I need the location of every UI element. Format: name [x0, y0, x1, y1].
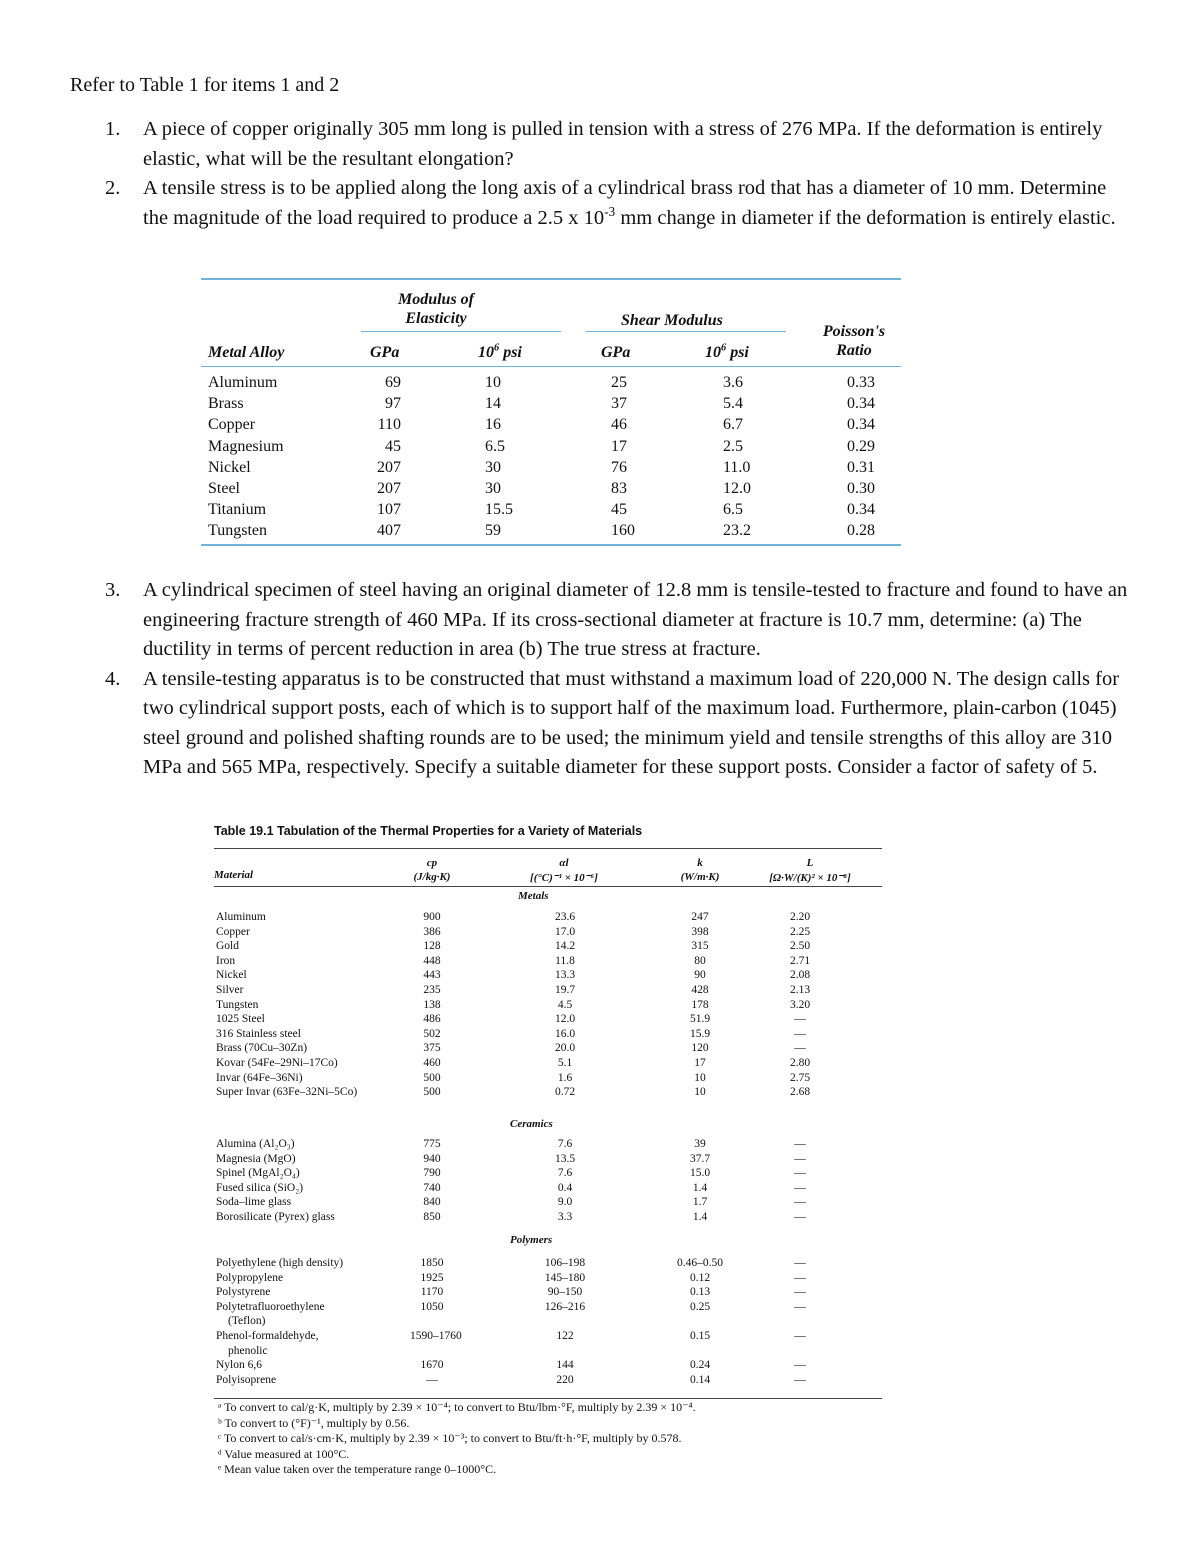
col-L-unit: [Ω·W/(K)² × 10⁻⁸] [769, 872, 851, 884]
material-cell: 1025 Steel [216, 1013, 265, 1026]
value-cell: 59 [485, 522, 501, 540]
footnote: ᵃ To convert to cal/g·K, multiply by 2.39 × 10⁻⁴; to convert to Btu/lbm·°F, multiply by 2.39 × 10⁻⁴. [218, 1400, 696, 1414]
value-cell: 1.4 [692, 1181, 708, 1194]
table-1-mechanical-properties [201, 278, 901, 546]
value-cell: 0.4 [557, 1181, 573, 1194]
table-row [214, 1152, 882, 1167]
value-cell: 7.6 [557, 1138, 573, 1150]
alloy-cell: Copper [208, 416, 256, 434]
header-poisson-ratio: Poisson's Ratio [822, 323, 886, 359]
value-cell: 486 [423, 1013, 441, 1026]
material-cell: phenolic [228, 1344, 268, 1357]
table-row [214, 1358, 882, 1373]
value-cell: 2.20 [789, 911, 811, 923]
value-cell: 1170 [420, 1286, 444, 1299]
value-cell: 25 [611, 374, 627, 391]
value-cell: 13.5 [554, 1152, 576, 1165]
g-gpa-column [611, 372, 661, 542]
value-cell: 144 [556, 1359, 574, 1372]
value-cell: 15.5 [485, 501, 513, 519]
material-cell: Polytetrafluoroethylene [216, 1300, 325, 1313]
value-cell: — [794, 1181, 806, 1194]
table-row [214, 954, 882, 969]
value-cell: 220 [556, 1373, 574, 1386]
value-cell: — [794, 1013, 806, 1026]
problem-number: 4. [105, 667, 121, 690]
value-cell: 2.25 [789, 925, 811, 938]
value-cell: 0.30 [847, 480, 875, 498]
problem-4 [105, 665, 1135, 783]
alloy-cell: Brass [208, 395, 244, 413]
value-cell: 0.28 [847, 522, 875, 540]
problem-1 [105, 115, 1135, 174]
value-cell: 37 [611, 395, 627, 413]
material-cell: Polyethylene (high density) [216, 1257, 344, 1269]
table-row [214, 939, 882, 954]
value-cell: 207 [377, 480, 401, 498]
problem-text: A piece of copper originally 305 mm long is pulled in tension with a stress of 276 MPa. If the deformation is entirely elastic, what will be the resultant elongation? [143, 118, 1103, 170]
value-cell: 315 [691, 940, 709, 953]
header-psi: $10^6$ psi [478, 342, 522, 361]
value-cell: 160 [611, 522, 635, 540]
value-cell: 448 [423, 954, 441, 967]
value-cell: 128 [423, 940, 441, 953]
table-row [214, 925, 882, 940]
material-cell: Aluminum [216, 911, 266, 923]
value-cell: 138 [423, 998, 441, 1011]
value-cell: 106–198 [544, 1257, 586, 1269]
value-cell: — [794, 1027, 806, 1040]
table-bottom-rule [214, 1398, 882, 1399]
material-cell: Spinel (MgAl₂O₄) [216, 1167, 300, 1180]
value-cell: 83 [611, 480, 627, 498]
material-cell: Tungsten [216, 998, 259, 1011]
table-footnotes [218, 1400, 696, 1478]
value-cell: 30 [485, 458, 501, 476]
table-row [214, 1344, 882, 1359]
col-alpha-unit: [(°C)⁻¹ × 10⁻⁶] [530, 872, 598, 884]
value-cell: — [794, 1152, 806, 1165]
value-cell: 850 [423, 1210, 441, 1223]
metals-rows [214, 910, 882, 1100]
material-cell: Fused silica (SiO₂) [216, 1181, 304, 1194]
table-row [214, 1300, 882, 1315]
value-cell: 16.0 [554, 1027, 576, 1040]
value-cell: — [794, 1271, 806, 1284]
value-cell: 6.7 [723, 416, 743, 434]
value-cell: 2.08 [789, 969, 811, 982]
value-cell: 90–150 [547, 1286, 583, 1299]
alloy-cell: Nickel [208, 458, 251, 476]
value-cell: 5.4 [723, 395, 743, 413]
value-cell: — [794, 1042, 806, 1055]
col-L-symbol: L [806, 857, 814, 869]
header-underline [361, 331, 561, 332]
alloy-cell: Aluminum [208, 374, 278, 391]
table-row [214, 998, 882, 1013]
value-cell: 840 [423, 1196, 441, 1209]
exponent: -3 [604, 203, 616, 219]
value-cell: 23.6 [554, 911, 576, 923]
value-cell: 235 [423, 983, 441, 996]
value-cell: 110 [377, 416, 401, 434]
value-cell: 30 [485, 480, 501, 498]
header-metal-alloy: Metal Alloy [208, 344, 285, 361]
problem-list-b [105, 576, 1135, 783]
table-row [214, 1012, 882, 1027]
material-cell: Super Invar (63Fe–32Ni–5Co) [216, 1086, 358, 1099]
header-rule [201, 366, 901, 367]
value-cell: 15.9 [689, 1027, 711, 1040]
header-modulus-elasticity: Modulus of Elasticity [397, 291, 475, 327]
value-cell: 14.2 [554, 940, 576, 953]
value-cell: 97 [385, 395, 401, 413]
table-row [214, 1210, 882, 1225]
problem-text-before: A tensile stress is to be applied along the long axis of a cylindrical brass rod that has a diameter of 10 mm. Determine the magnitude of the load required to produce a 2.5 x 10 [143, 177, 1107, 229]
section-polymers: Polymers [510, 1234, 553, 1246]
value-cell: — [426, 1373, 438, 1386]
problem-3 [105, 576, 1135, 665]
value-cell: 9.0 [557, 1196, 573, 1209]
value-cell: 10 [694, 1086, 706, 1099]
value-cell: 0.29 [847, 437, 875, 455]
value-cell: 20.0 [554, 1042, 576, 1055]
value-cell: 1.6 [557, 1071, 573, 1084]
value-cell: 0.13 [689, 1286, 711, 1299]
section-metals: Metals [518, 890, 549, 902]
value-cell: — [794, 1373, 806, 1386]
value-cell: 0.12 [689, 1271, 711, 1284]
material-cell: Silver [216, 983, 244, 996]
value-cell: 2.71 [789, 954, 811, 967]
table-row [214, 968, 882, 983]
material-cell: Gold [216, 940, 239, 953]
table-row [214, 1373, 882, 1388]
title-rule [214, 848, 882, 849]
value-cell: 1.7 [692, 1196, 708, 1209]
value-cell: 407 [377, 522, 401, 540]
value-cell: 1670 [420, 1359, 444, 1372]
header-gpa: GPa [370, 344, 400, 361]
header-gpa: GPa [601, 344, 631, 361]
value-cell: 2.75 [789, 1071, 811, 1084]
ceramics-rows [214, 1137, 882, 1225]
value-cell: 126–216 [544, 1300, 586, 1313]
value-cell: 0.25 [689, 1300, 711, 1313]
value-cell: 500 [423, 1071, 441, 1084]
value-cell: 2.80 [789, 1056, 811, 1069]
material-cell: Iron [216, 954, 236, 967]
material-cell: 316 Stainless steel [216, 1027, 301, 1040]
footnote: ᵈ Value measured at 100°C. [218, 1446, 350, 1461]
table-row [214, 1166, 882, 1181]
problem-list-a [105, 115, 1135, 233]
value-cell: 13.3 [554, 969, 576, 982]
value-cell: 10 [694, 1071, 706, 1084]
g-psi-column [723, 372, 773, 542]
value-cell: 51.9 [689, 1013, 711, 1026]
value-cell: — [794, 1196, 806, 1209]
value-cell: 460 [423, 1056, 441, 1069]
value-cell: 247 [691, 911, 709, 923]
value-cell: 12.0 [723, 480, 751, 498]
value-cell: 90 [694, 969, 706, 982]
section-ceramics: Ceramics [510, 1118, 553, 1130]
table-row [214, 983, 882, 998]
value-cell: 0.34 [847, 416, 875, 434]
table-row [214, 1056, 882, 1071]
value-cell: 23.2 [723, 522, 751, 540]
header-shear-modulus: Shear Modulus [621, 312, 723, 329]
value-cell: 39 [694, 1138, 706, 1150]
value-cell: — [794, 1359, 806, 1372]
table-row [214, 1314, 882, 1329]
value-cell: 10 [485, 374, 501, 391]
value-cell: 3.6 [723, 374, 743, 391]
value-cell: 178 [691, 998, 709, 1011]
footnote: ᵉ Mean value taken over the temperature range 0–1000°C. [218, 1462, 497, 1476]
value-cell: 900 [423, 911, 441, 923]
value-cell: 428 [691, 983, 709, 996]
value-cell: 0.33 [847, 374, 875, 391]
problem-number: 3. [105, 579, 121, 601]
value-cell: 0.34 [847, 501, 875, 519]
value-cell: 0.14 [689, 1373, 711, 1386]
value-cell: 17 [694, 1056, 706, 1069]
col-cp-symbol: cp [426, 857, 438, 869]
e-psi-column [485, 372, 535, 542]
e-gpa-column [351, 372, 401, 542]
problem-text: A cylindrical specimen of steel having an original diameter of 12.8 mm is tensile-tested to fracture and found to have an engineering fracture strength of 460 MPa. If its cross-sectional diameter at fracture is 10.7 mm, determine: (a) The ductility in terms of percent reduction in area (b) The true stress at fracture. [143, 579, 1128, 660]
alloy-cell: Magnesium [208, 437, 284, 455]
value-cell: 15.0 [689, 1167, 711, 1180]
value-cell: 502 [423, 1027, 441, 1040]
value-cell: 107 [377, 501, 401, 519]
value-cell: 120 [691, 1042, 709, 1055]
table-row [214, 910, 882, 925]
value-cell: 5.1 [557, 1056, 573, 1069]
material-cell: Polypropylene [216, 1271, 284, 1284]
problem-text-after: mm change in diameter if the deformation is entirely elastic. [615, 206, 1116, 229]
value-cell: 0.72 [554, 1086, 576, 1099]
value-cell: 1925 [420, 1271, 444, 1284]
header-underline [586, 331, 786, 332]
value-cell: 46 [611, 416, 627, 434]
value-cell: 375 [423, 1042, 441, 1055]
col-alpha-symbol: αl [559, 857, 569, 869]
alloy-cell: Titanium [208, 501, 267, 519]
value-cell: 6.5 [723, 501, 743, 519]
value-cell: — [794, 1167, 806, 1180]
alloy-column [208, 372, 284, 542]
value-cell: 17 [611, 437, 627, 455]
value-cell: 80 [694, 954, 706, 967]
value-cell: 3.3 [557, 1210, 573, 1223]
value-cell: 4.5 [557, 998, 573, 1011]
value-cell: 19.7 [554, 983, 576, 996]
material-cell: Alumina (Al₂O₃) [216, 1138, 295, 1150]
material-cell: Copper [216, 925, 250, 938]
value-cell: 17.0 [554, 925, 576, 938]
value-cell: — [794, 1138, 806, 1150]
problem-2 [105, 174, 1135, 233]
value-cell: — [794, 1329, 806, 1342]
value-cell: 0.46–0.50 [677, 1257, 723, 1269]
value-cell: 6.5 [485, 437, 505, 455]
value-cell: 207 [377, 458, 401, 476]
value-cell: 775 [423, 1138, 441, 1150]
table-row [214, 1285, 882, 1300]
value-cell: — [794, 1286, 806, 1299]
value-cell: 740 [423, 1181, 441, 1194]
problem-number: 1. [105, 118, 121, 140]
col-cp-unit: (J/kg·K) [413, 871, 451, 883]
value-cell: 1.4 [692, 1210, 708, 1223]
value-cell: 12.0 [554, 1013, 576, 1026]
table-row [214, 1329, 882, 1344]
value-cell: 2.50 [789, 940, 811, 953]
material-cell: Polyisoprene [216, 1373, 277, 1386]
value-cell: — [794, 1257, 806, 1269]
value-cell: 398 [691, 925, 709, 938]
value-cell: 0.31 [847, 458, 875, 476]
header-psi: $10^6$ psi [705, 342, 749, 361]
value-cell: 443 [423, 969, 441, 982]
value-cell: 76 [611, 458, 627, 476]
table-row [214, 1071, 882, 1086]
table-row [214, 1027, 882, 1042]
table-row [214, 1137, 882, 1152]
value-cell: 1850 [420, 1257, 444, 1269]
col-k-symbol: k [697, 857, 703, 869]
value-cell: 3.20 [789, 998, 811, 1011]
value-cell: 122 [556, 1329, 574, 1342]
value-cell: 2.68 [789, 1086, 811, 1099]
value-cell: 1050 [420, 1300, 444, 1313]
problem-number: 2. [105, 177, 121, 199]
material-cell: Phenol-formaldehyde, [216, 1329, 319, 1342]
material-cell: Brass (70Cu–30Zn) [216, 1042, 308, 1055]
material-cell: Kovar (54Fe–29Ni–17Co) [216, 1056, 338, 1069]
value-cell: 1590–1760 [410, 1329, 462, 1342]
footnote: ᵇ To convert to (°F)⁻¹, multiply by 0.56. [218, 1415, 410, 1430]
value-cell: 45 [385, 437, 401, 455]
value-cell: 37.7 [689, 1152, 711, 1165]
header-rule [214, 886, 882, 887]
value-cell: 2.13 [789, 983, 811, 996]
material-cell: Invar (64Fe–36Ni) [216, 1071, 303, 1084]
table-row [214, 1195, 882, 1210]
table-19-title: Table 19.1 Tabulation of the Thermal Properties for a Variety of Materials [214, 824, 643, 838]
value-cell: 14 [485, 395, 501, 413]
table-row [214, 1256, 882, 1271]
col-material: Material [214, 869, 254, 881]
value-cell: 790 [423, 1167, 441, 1180]
value-cell: 2.5 [723, 437, 743, 455]
value-cell: 16 [485, 416, 501, 434]
alloy-cell: Steel [208, 480, 240, 498]
material-cell: Polystyrene [216, 1286, 271, 1299]
footnote: ᶜ To convert to cal/s·cm·K, multiply by 2.39 × 10⁻³; to convert to Btu/ft·h·°F, multiply by 0.578. [218, 1431, 682, 1445]
polymers-rows [214, 1256, 882, 1387]
value-cell: 7.6 [557, 1167, 573, 1180]
poisson-column [847, 372, 897, 542]
col-k-unit: (W/m·K) [680, 871, 720, 883]
table-row [214, 1181, 882, 1196]
value-cell: 145–180 [544, 1271, 586, 1284]
value-cell: 11.0 [723, 458, 751, 476]
value-cell: 940 [423, 1152, 441, 1165]
value-cell: 45 [611, 501, 627, 519]
material-cell: (Teflon) [228, 1315, 266, 1328]
material-cell: Soda–lime glass [216, 1196, 292, 1209]
problem-text: A tensile-testing apparatus is to be constructed that must withstand a maximum load of 220,000 N. The design calls for two cylindrical support posts, each of which is to support half of the maximum load. Furthermore, plain-carbon (1045) steel ground and polished shafting rounds are to be used; the minimum yield and tensile strengths of this alloy are 310 MPa and 565 MPa, respectively. Specify a suitable diameter for these support posts. Consider a factor of safety of 5. [143, 667, 1120, 778]
value-cell: — [794, 1210, 806, 1223]
value-cell: 0.15 [689, 1329, 711, 1342]
value-cell: 11.8 [555, 954, 575, 967]
value-cell: 0.34 [847, 395, 875, 413]
intro-line: Refer to Table 1 for items 1 and 2 [70, 74, 340, 96]
value-cell: 386 [423, 925, 441, 938]
material-cell: Magnesia (MgO) [216, 1152, 296, 1165]
value-cell: 500 [423, 1086, 441, 1099]
value-cell: — [794, 1300, 806, 1313]
alloy-cell: Tungsten [208, 522, 267, 540]
table-row [214, 1041, 882, 1056]
material-cell: Nylon 6,6 [216, 1359, 262, 1372]
table-row [214, 1085, 882, 1100]
value-cell: 0.24 [689, 1359, 711, 1372]
value-cell: 69 [385, 374, 401, 391]
material-cell: Nickel [216, 969, 247, 982]
table-row [214, 1271, 882, 1286]
material-cell: Borosilicate (Pyrex) glass [216, 1210, 335, 1223]
